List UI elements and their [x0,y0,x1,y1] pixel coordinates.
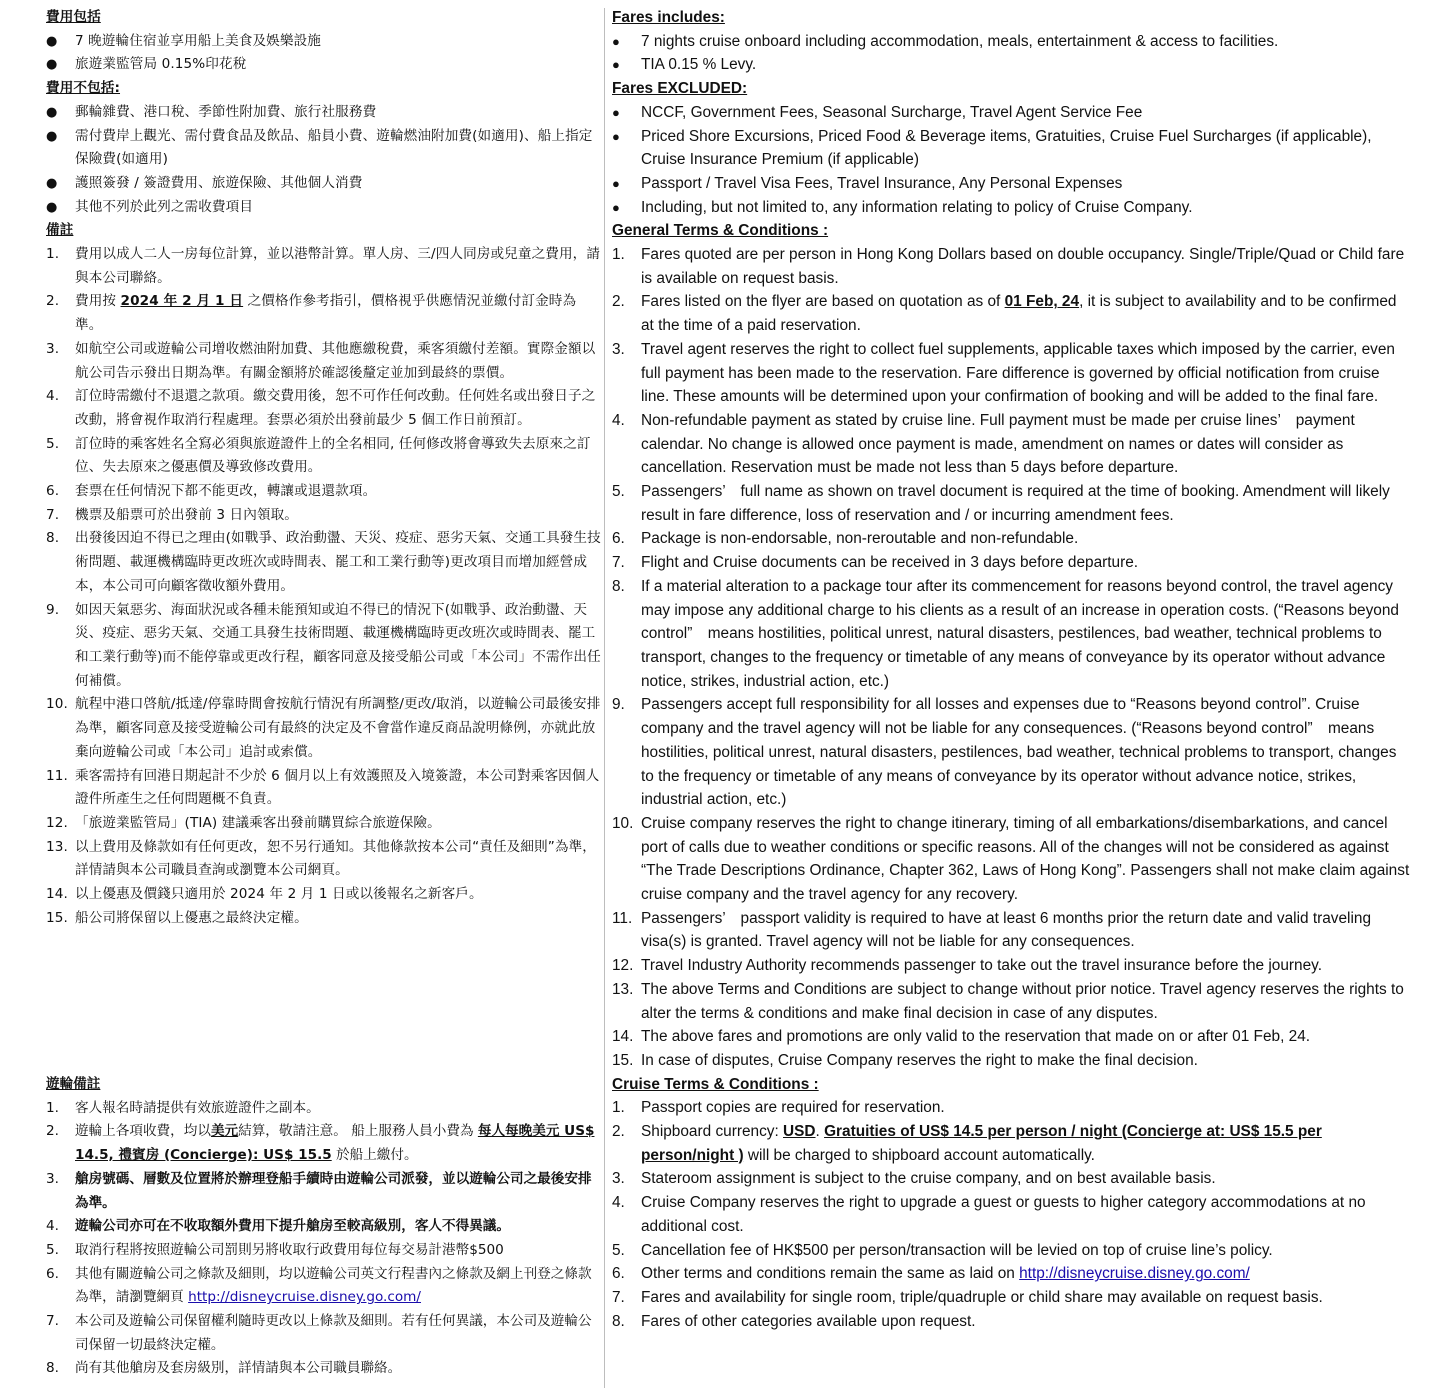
list-item: 5. 訂位時的乘客姓名全寫必須與旅遊證件上的全名相同, 任何修改將會導致失去原來之訂位、失去原來之優惠價及導致修改費用。 [46,435,591,476]
chinese-terms-column [46,6,602,930]
bullet-icon: ● [46,104,58,120]
bullet-icon: ● [46,199,58,215]
list-item: ● 7 nights cruise onboard including accommodation, meals, entertainment & access to facilities. [612,30,1412,54]
bullet-icon: ● [612,33,620,49]
fares-exclude-heading: Fares EXCLUDED: [612,80,748,98]
list-item: 13. 以上費用及條款如有任何更改，恕不另行通知。其他條款按本公司“責任及細則”為準，詳情請與本公司職員查詢或瀏覽本公司網頁。 [46,838,596,879]
list-item: 2. Shipboard currency: USD. Gratuities of US$ 14.5 per person / night (Concierge at: US$ 15.5 per person/night ) will be charged to shipboard account automatically. [612,1123,1322,1164]
list-item: 8. 出發後因迫不得已之理由(如戰爭、政治動盪、天災、疫症、惡劣天氣、交通工具發生技術問題、載運機構臨時更改班次或時間表、罷工和工業行動等)更改項目而增加經營成本，本公司可向顧客徵收額外費用。 [46,530,601,594]
list-item: 2. 遊輪上各項收費，均以美元結算，敬請注意。 船上服務人員小費為 每人每晚美元 US$ 14.5, 禮賓房 (Concierge): US$ 15.5 於船上繳付。 [46,1123,595,1164]
list-item: 8. 尚有其他艙房及套房級別，詳情請與本公司職員聯絡。 [46,1360,402,1377]
list-item: 7. Flight and Cruise documents can be received in 3 days before departure. [612,554,1139,572]
list-item: 11. Passengers’ passport validity is required to have at least 6 months prior the return date and valid traveling visa(s) is granted. Travel agency will not be liable for any consequences. [612,909,1372,951]
cruise-remarks-heading: 遊輪備註 [46,1076,101,1092]
list-item: 14. 以上優惠及價錢只適用於 2024 年 2 月 1 日或以後報名之新客戶。 [46,886,483,903]
list-item: ● 郵輪雜費、港口稅、季節性附加費、旅行社服務費 [46,101,602,125]
bullet-icon: ● [46,175,58,191]
bullet-icon: ● [612,104,620,120]
list-item: 4. 遊輪公司亦可在不收取額外費用下提升艙房至較高級別，客人不得異議。 [46,1218,510,1235]
list-item: 13. The above Terms and Conditions are subject to change without prior notice. Travel agency reserves the rights to alter the terms & conditions and make final decision in case of any disputes. [612,980,1404,1022]
english-terms-column [612,6,1412,1333]
column-divider [604,8,605,1388]
bullet-icon: ● [612,128,620,144]
list-item: ● Including, but not limited to, any information relating to policy of Cruise Company. [612,196,1412,220]
list-item: ● 7 晚遊輪住宿並享用船上美食及娛樂設施 [46,30,602,54]
bullet-icon: ● [612,175,620,191]
bullet-icon: ● [612,199,620,215]
bullet-icon: ● [46,57,58,73]
list-item: 9. 如因天氣惡劣、海面狀況或各種未能預知或迫不得已的情況下(如戰爭、政治動盪、天災、疫症、惡劣天氣、交通工具發生技術問題、載運機構臨時更改班次或時間表、罷工和工業行動等)而不能停靠或更改行程，顧客同意及接受船公司或「本公司」不需作出任何補償。 [46,601,601,689]
list-item: 1. 客人報名時請提供有效旅遊證件之副本。 [46,1099,320,1116]
list-item: 6. Other terms and conditions remain the same as laid on http://disneycruise.disney.go.com/ [612,1265,1250,1283]
list-item: ● Passport / Travel Visa Fees, Travel Insurance, Any Personal Expenses [612,172,1412,196]
bullet-icon: ● [612,57,620,73]
list-item: 3. Travel agent reserves the right to collect fuel supplements, applicable taxes which imposed by the carrier, even full payment has been made to the reservation. Fare difference is governed by official notification from cruise line. These amounts will be determined upon your confirmation of booking and will be added to the final fare. [612,340,1395,406]
gratuity-amount: 每人每晚美元 US$ 14.5, 禮賓房 (Concierge): US$ 15.5 [75,1123,595,1164]
list-item: 5. Cancellation fee of HK$500 per person/transaction will be levied on top of cruise line’s policy. [612,1241,1273,1259]
list-item: 5. 取消行程將按照遊輪公司罰則另將收取行政費用每位每交易計港幣$500 [46,1241,504,1258]
list-item: 3. Stateroom assignment is subject to the cruise company, and on best available basis. [612,1170,1216,1188]
bullet-icon: ● [46,33,58,49]
reference-date: 01 Feb, 24 [1004,293,1080,311]
list-item: 6. 其他有關遊輪公司之條款及細則，均以遊輪公司英文行程書內之條款及網上刊登之條款為準，請瀏覽網頁 http://disneycruise.disney.go.com/ [46,1265,592,1306]
list-item: 1. Passport copies are required for reservation. [612,1099,945,1117]
list-item: 2. Fares listed on the flyer are based on quotation as of 01 Feb, 24, it is subject to availability and to be confirmed at the time of a paid reservation. [612,293,1397,335]
list-item: 1. 費用以成人二人一房每位計算，並以港幣計算。單人房、三/四人同房或兒童之費用，請與本公司聯絡。 [46,246,601,286]
disney-cruise-link[interactable]: http://disneycruise.disney.go.com/ [1019,1265,1250,1283]
fares-include-heading: 費用包括 [46,9,101,25]
list-item: 4. 訂位時需繳付不退還之款項。繳交費用後，恕不可作任何改動。任何姓名或出發日子之改動，將會視作取消行程處理。套票必須於出發前最少 5 個工作日前預訂。 [46,388,596,428]
list-item: 6. Package is non-endorsable, non-reroutable and non-refundable. [612,530,1079,548]
list-item: 10. Cruise company reserves the right to change itinerary, timing of all embarkations/disembarkations, and cancel port of calls due to weather conditions or specific reasons. All of the changes will not be considered as against “The Trade Descriptions Ordinance, Chapter 362, Laws of Hong Kong”. Passengers shall not make claim against cruise company and the travel agency for any recovery. [612,814,1410,904]
list-item: 12. 「旅遊業監管局」(TIA) 建議乘客出發前購買綜合旅遊保險。 [46,814,441,831]
cruise-terms-heading: Cruise Terms & Conditions : [612,1075,819,1093]
list-item: 15. In case of disputes, Cruise Company reserves the right to make the final decision. [612,1051,1198,1069]
list-item: ● NCCF, Government Fees, Seasonal Surcharge, Travel Agent Service Fee [612,101,1412,125]
list-item: ● 旅遊業監管局 0.15%印花稅 [46,53,602,77]
bullet-icon: ● [46,128,58,144]
list-item: ● 護照簽發 / 簽證費用、旅遊保險、其他個人消費 [46,172,602,196]
list-item: 3. 如航空公司或遊輪公司增收燃油附加費、其他應繳稅費，乘客須繳付差額。實際金額以航公司告示發出日期為準。有關金額將於確認後釐定並加到最終的票價。 [46,340,596,381]
reference-date: 2024 年 2 月 1 日 [120,293,244,310]
cruise-remarks-section [46,1073,602,1381]
list-item: 15. 船公司將保留以上優惠之最終決定權。 [46,909,308,926]
list-item: 7. 機票及船票可於出發前 3 日內領取。 [46,506,298,523]
fares-include-heading: Fares includes: [612,9,725,26]
list-item: 8. If a material alteration to a package tour after its commencement for reasons beyond control, the travel agency may impose any additional charge to his clients as a result of an increase in operation costs. (“Reasons beyond control” means hostilities, political unrest, natural disasters, pestilences, bad weather, technical problems to transport, changes to the frequency or timetable of any means of conveyance by its operator without advance notice, strikes, industrial action, etc.) [612,577,1399,690]
general-terms-heading: General Terms & Conditions : [612,222,829,240]
list-item: ● TIA 0.15 % Levy. [612,53,1412,77]
list-item: ● 需付費岸上觀光、需付費食品及飲品、船員小費、遊輪燃油附加費(如適用)、船上指定保險費(如適用) [46,125,602,172]
list-item: 4. Non-refundable payment as stated by cruise line. Full payment must be made per cruise lines’ payment calendar. No change is allowed once payment is made, amendment on names or dates will consider as cancellation. Reservation must be made not less than 5 days before departure. [612,411,1355,477]
list-item: 10. 航程中港口啓航/抵達/停靠時間會按航行情況有所調整/更改/取消，以遊輪公司最後安排為準，顧客同意及接受遊輪公司有最終的決定及不會當作違反商品說明條例，亦就此放棄向遊輪公司或「本公司」追討或索償。 [46,696,601,760]
list-item: 6. 套票在任何情況下都不能更改，轉讓或退還款項。 [46,483,377,500]
list-item: 4. Cruise Company reserves the right to upgrade a guest or guests to higher category accommodations at no additional cost. [612,1194,1366,1235]
fares-exclude-heading: 費用不包括: [46,80,121,97]
list-item: ● 其他不列於此列之需收費項目 [46,196,602,220]
disney-cruise-link[interactable]: http://disneycruise.disney.go.com/ [188,1289,421,1306]
list-item: ● Priced Shore Excursions, Priced Food & Beverage items, Gratuities, Cruise Fuel Surcharges (if applicable), Cruise Insurance Premium (if applicable) [612,125,1412,172]
list-item: 7. Fares and availability for single room, triple/quadruple or child share may available on request basis. [612,1288,1323,1306]
gratuity-amount: Gratuities of US$ 14.5 per person / night (Concierge at: US$ 15.5 per person/night ) [641,1123,1322,1164]
list-item: 14. The above fares and promotions are only valid to the reservation that made on or after 01 Feb, 24. [612,1028,1311,1046]
list-item: 2. 費用按 2024 年 2 月 1 日 之價格作參考指引，價格視乎供應情況並繳付訂金時為準。 [46,293,577,334]
remarks-heading: 備註 [46,222,74,239]
list-item: 5. Passengers’ full name as shown on travel document is required at the time of booking. Amendment will likely result in fare difference, loss of reservation and / or incurring amendment fees. [612,483,1390,524]
list-item: 11. 乘客需持有回港日期起計不少於 6 個月以上有效護照及入境簽證，本公司對乘客因個人證件所產生之任何問題概不負責。 [46,767,600,808]
list-item: 9. Passengers accept full responsibility for all losses and expenses due to “Reasons beyond control”. Cruise company and the travel agency will not be liable for any consequences. (“Reasons beyond control” means hostilities, political unrest, natural disasters, pestilences, bad weather, technical problems to transport, changes to the frequency or timetable of any means of conveyance by its operator without advance notice, strikes, industrial action, etc.) [612,696,1397,809]
list-item: 7. 本公司及遊輪公司保留權利隨時更改以上條款及細則。若有任何異議，本公司及遊輪公司保留一切最終決定權。 [46,1313,592,1353]
list-item: 12. Travel Industry Authority recommends passenger to take out the travel insurance before the journey. [612,957,1322,975]
list-item: 8. Fares of other categories available upon request. [612,1312,976,1330]
list-item: 3. 艙房號碼、層數及位置將於辦理登船手續時由遊輪公司派發，並以遊輪公司之最後安排為準。 [46,1170,592,1211]
list-item: 1. Fares quoted are per person in Hong Kong Dollars based on double occupancy. Single/Triple/Quad or Child fare is available on request basis. [612,246,1405,287]
